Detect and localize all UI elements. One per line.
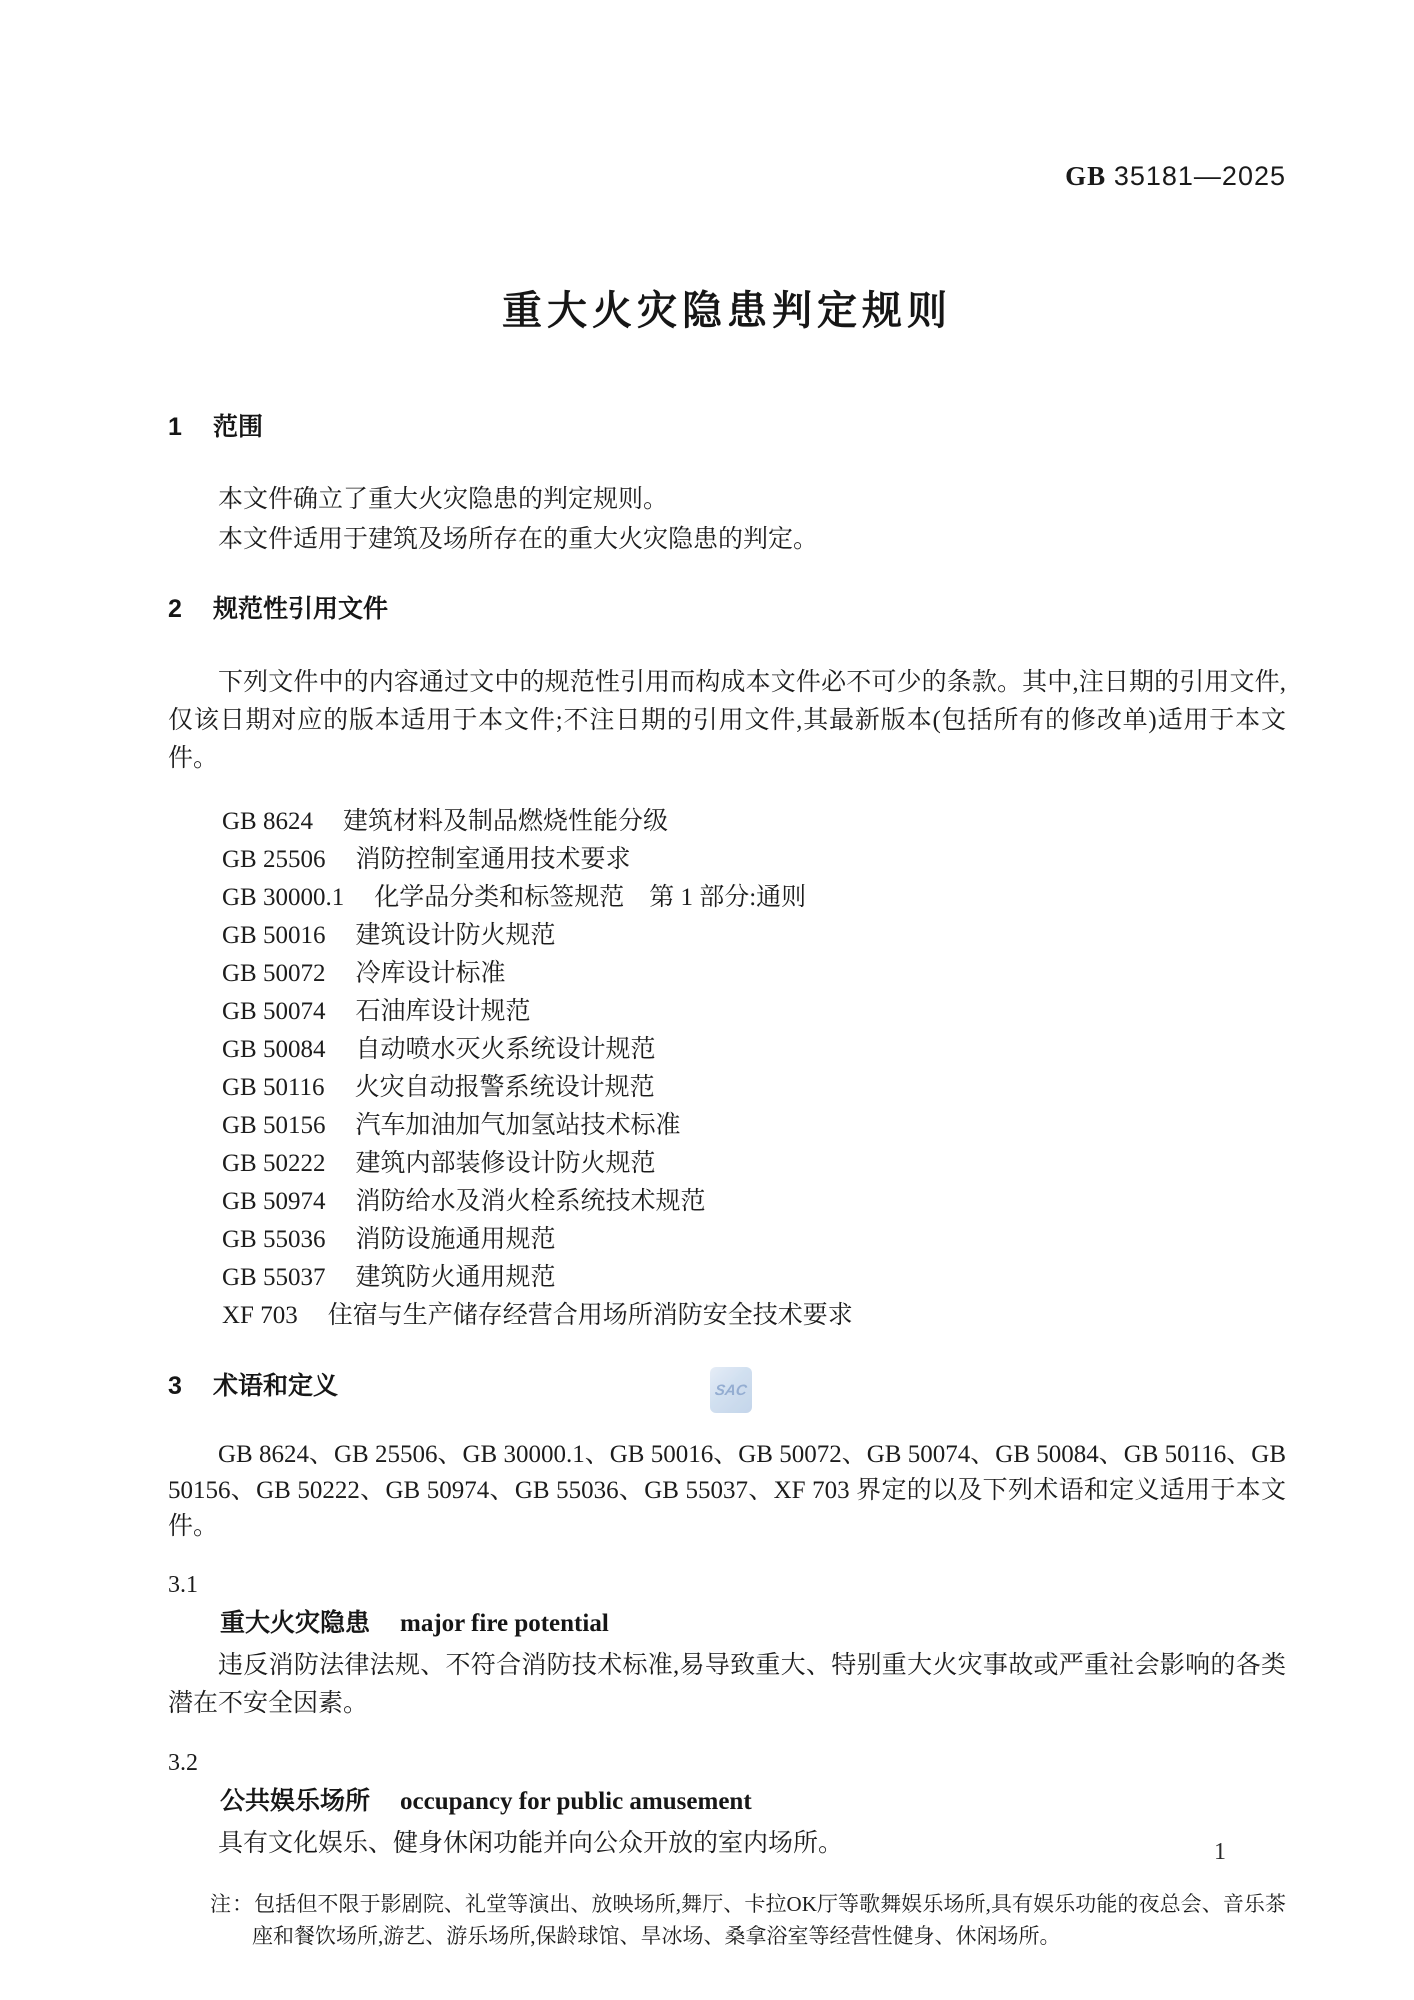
note-label: 注： <box>210 1892 255 1916</box>
term-zh: 重大火灾隐患 <box>220 1609 371 1637</box>
reference-code: GB 50074 <box>222 998 326 1025</box>
term-number: 3.1 <box>168 1572 198 1598</box>
reference-title: 建筑材料及制品燃烧性能分级 <box>342 808 668 835</box>
reference-code: GB 8624 <box>222 808 313 835</box>
reference-code: XF 703 <box>222 1302 298 1329</box>
clause-1-title: 范围 <box>212 413 263 441</box>
reference-item <box>168 1031 1286 1069</box>
reference-title: 建筑内部装修设计防火规范 <box>355 1150 656 1177</box>
reference-item <box>168 1107 1286 1145</box>
reference-code: GB 50016 <box>222 922 326 949</box>
note-text: 包括但不限于影剧院、礼堂等演出、放映场所,舞厅、卡拉OK厅等歌舞娱乐场所,具有娱乐功能的夜总会、音乐茶座和餐饮场所,游艺、游乐场所,保龄球馆、旱冰场、桑拿浴室等经营性健身、休闲场所。 <box>252 1892 1287 1948</box>
reference-title: 石油库设计规范 <box>355 998 531 1025</box>
clause-1-number: 1 <box>168 413 182 441</box>
reference-code: GB 25506 <box>222 846 326 873</box>
reference-title: 汽车加油加气加氢站技术标准 <box>355 1112 681 1139</box>
term-heading <box>168 1786 1286 1817</box>
term-definition: 具有文化娱乐、健身休闲功能并向公众开放的室内场所。 <box>218 1830 844 1857</box>
term-entry-3-1 <box>168 1570 1286 1723</box>
term-entry-3-2 <box>168 1748 1286 1952</box>
clause-3-number: 3 <box>168 1372 182 1400</box>
reference-code: GB 50156 <box>222 1112 326 1139</box>
clause-3-heading <box>168 1371 1286 1401</box>
page-content <box>168 0 1286 1973</box>
reference-item <box>168 955 1286 993</box>
clause-1-heading <box>168 412 1286 442</box>
reference-item <box>168 1183 1286 1221</box>
term-en: occupancy for public amusement <box>400 1788 752 1815</box>
term-definition: 违反消防法律法规、不符合消防技术标准,易导致重大、特别重大火灾事故或严重社会影响的各类潜在不安全因素。 <box>168 1652 1286 1717</box>
standard-code-prefix: GB <box>1065 161 1107 191</box>
reference-title: 自动喷水灭火系统设计规范 <box>355 1036 656 1063</box>
term-note <box>210 1888 1286 1952</box>
clause-2-heading <box>168 594 1286 624</box>
clause-1-body <box>168 480 1286 560</box>
reference-item <box>168 993 1286 1031</box>
clause-2-intro-paragraph: 下列文件中的内容通过文中的规范性引用而构成本文件必不可少的条款。其中,注日期的引用文件,仅该日期对应的版本适用于本文件;不注日期的引用文件,其最新版本(包括所有的修改单)适用于本文件。 <box>168 669 1286 772</box>
reference-title: 建筑防火通用规范 <box>355 1264 556 1291</box>
reference-title: 消防设施通用规范 <box>355 1226 556 1253</box>
reference-title: 住宿与生产储存经营合用场所消防安全技术要求 <box>327 1302 853 1329</box>
reference-item <box>168 1297 1286 1335</box>
clause-2-title: 规范性引用文件 <box>212 595 388 623</box>
reference-code: GB 55036 <box>222 1226 326 1253</box>
paragraph: 本文件适用于建筑及场所存在的重大火灾隐患的判定。 <box>218 526 819 553</box>
normative-references-list <box>168 803 1286 1335</box>
reference-code: GB 50974 <box>222 1188 326 1215</box>
reference-title: 消防给水及消火栓系统技术规范 <box>355 1188 706 1215</box>
reference-item <box>168 1145 1286 1183</box>
reference-code: GB 50084 <box>222 1036 326 1063</box>
reference-title: 化学品分类和标签规范 第 1 部分:通则 <box>374 884 807 911</box>
clause-3-intro-paragraph: GB 8624、GB 25506、GB 30000.1、GB 50016、GB 50072、GB 50074、GB 50084、GB 50116、GB 50156、GB 50222、GB 50974、GB 55036、GB 55037、XF 703 界定的以及下列术语和定义适用于本文件。 <box>168 1441 1286 1540</box>
standard-code-number: 35181—2025 <box>1113 161 1286 191</box>
standard-code <box>168 160 1286 192</box>
reference-item <box>168 803 1286 841</box>
reference-item <box>168 1221 1286 1259</box>
reference-code: GB 50072 <box>222 960 326 987</box>
reference-item <box>168 841 1286 879</box>
page-title: 重大火灾隐患判定规则 <box>502 289 952 333</box>
term-en: major fire potential <box>400 1610 609 1637</box>
reference-code: GB 50116 <box>222 1074 325 1101</box>
reference-code: GB 30000.1 <box>222 884 345 911</box>
reference-item <box>168 1069 1286 1107</box>
clause-2-number: 2 <box>168 595 182 623</box>
clause-3-title: 术语和定义 <box>212 1372 338 1400</box>
term-heading <box>168 1608 1286 1639</box>
reference-item <box>168 917 1286 955</box>
term-number: 3.2 <box>168 1750 198 1776</box>
reference-code: GB 50222 <box>222 1150 326 1177</box>
reference-code: GB 55037 <box>222 1264 326 1291</box>
reference-title: 消防控制室通用技术要求 <box>355 846 631 873</box>
reference-title: 建筑设计防火规范 <box>355 922 556 949</box>
reference-item <box>168 1259 1286 1297</box>
page-number: 1 <box>1214 1839 1226 1865</box>
term-zh: 公共娱乐场所 <box>220 1787 371 1815</box>
paragraph: 本文件确立了重大火灾隐患的判定规则。 <box>218 486 669 513</box>
reference-item <box>168 879 1286 917</box>
sac-watermark-text: SAC <box>713 1381 749 1399</box>
reference-title: 火灾自动报警系统设计规范 <box>354 1074 655 1101</box>
reference-title: 冷库设计标准 <box>355 960 506 987</box>
